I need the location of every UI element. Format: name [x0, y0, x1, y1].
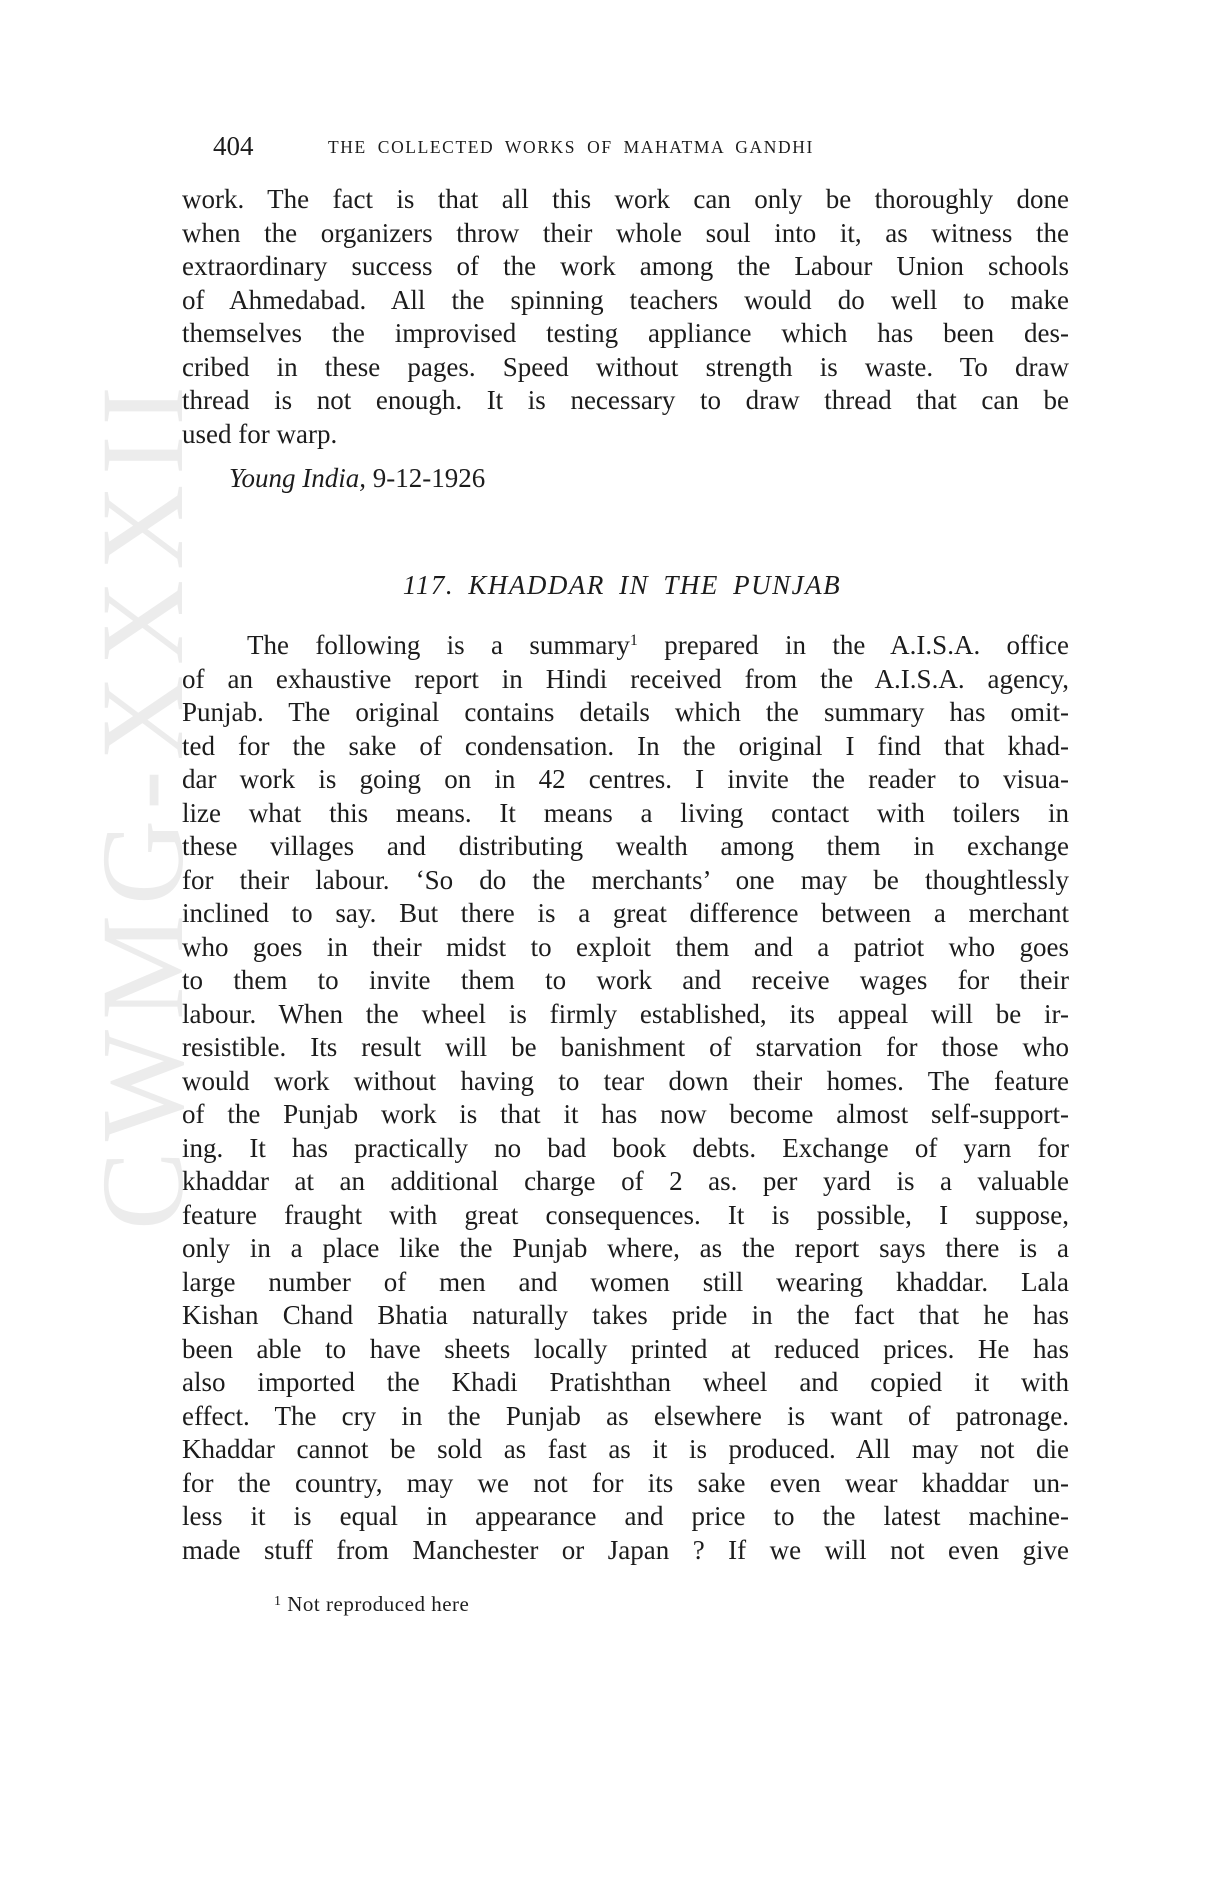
text-line: made stuff from Manchester or Japan ? If we will not even give [182, 1534, 1069, 1565]
text-line: lize what this means. It means a living contact with toilers in [182, 797, 1069, 828]
text-line: cribed in these pages. Speed without strength is waste. To draw [182, 351, 1069, 382]
text-line: labour. When the wheel is firmly established, its appeal will be ir- [182, 998, 1069, 1029]
text-line: themselves the improvised testing appliance which has been des- [182, 318, 1069, 348]
text-line: to them to invite them to work and receive wages for their [182, 965, 1069, 995]
text-line: who goes in their midst to exploit them and a patriot who goes [182, 931, 1069, 962]
text-line: used for warp. [182, 418, 338, 449]
text-line: effect. The cry in the Punjab as elsewhere is want of patronage. [182, 1400, 1069, 1431]
text-line: thread is not enough. It is necessary to draw thread that can be [182, 385, 1069, 415]
source-date: 9-12-1926 [372, 463, 486, 493]
text-line: extraordinary success of the work among the Labour Union schools [182, 251, 1069, 281]
text-line: these villages and distributing wealth among them in exchange [182, 831, 1069, 861]
text-fragment: The following is a summary [247, 630, 630, 660]
text-line: when the organizers throw their whole soul into it, as witness the [182, 217, 1069, 248]
text-line: resistible. Its result will be banishment of starvation for those who [182, 1032, 1069, 1062]
running-head: THE COLLECTED WORKS OF MAHATMA GANDHI [328, 137, 814, 157]
text-line: work. The fact is that all this work can only be thoroughly done [182, 184, 1069, 214]
text-line: of the Punjab work is that it has now become almost self-support- [182, 1099, 1069, 1129]
text-line: inclined to say. But there is a great difference between a merchant [182, 898, 1069, 928]
text-line: would work without having to tear down their homes. The feature [182, 1065, 1069, 1096]
footnote [274, 1592, 469, 1617]
text-line: Khaddar cannot be sold as fast as it is produced. All may not die [182, 1434, 1069, 1464]
text-line: dar work is going on in 42 centres. I invite the reader to visua- [182, 764, 1069, 794]
text-line: less it is equal in appearance and price to the latest machine- [182, 1501, 1069, 1531]
text-line [182, 629, 1069, 663]
text-line: of Ahmedabad. All the spinning teachers would do well to make [182, 284, 1069, 315]
text-line: been able to have sheets locally printed at reduced prices. He has [182, 1333, 1069, 1364]
footnote-marker: 1 [274, 1594, 282, 1609]
source-publication: Young India, [229, 463, 367, 493]
text-line: only in a place like the Punjab where, as the report says there is a [182, 1233, 1069, 1263]
text-line: Punjab. The original contains details which the summary has omit- [182, 697, 1069, 727]
text-line: feature fraught with great consequences. It is possible, I suppose, [182, 1199, 1069, 1230]
text-fragment: prepared in the A.I.S.A. office [637, 630, 1070, 660]
article-title: 117. KHADDAR IN THE PUNJAB [402, 570, 842, 600]
text-line: also imported the Khadi Pratishthan wheel and copied it with [182, 1367, 1069, 1397]
footnote-text: Not reproduced here [287, 1592, 470, 1616]
page-number: 404 [213, 131, 254, 161]
section-1-text [182, 183, 1069, 451]
footnote-ref[interactable]: 1 [629, 632, 638, 649]
text-line: Kishan Chand Bhatia naturally takes pride in the fact that he has [182, 1300, 1069, 1330]
text-line: of an exhaustive report in Hindi received from the A.I.S.A. agency, [182, 663, 1069, 694]
text-line: khaddar at an additional charge of 2 as. per yard is a valuable [182, 1166, 1069, 1196]
text-line: for the country, may we not for its sake even wear khaddar un- [182, 1467, 1069, 1498]
article-body [182, 629, 1069, 1567]
text-line: ing. It has practically no bad book debts. Exchange of yarn for [182, 1132, 1069, 1163]
text-line: for their labour. ‘So do the merchants’ one may be thoughtlessly [182, 864, 1069, 895]
text-line: large number of men and women still wearing khaddar. Lala [182, 1266, 1069, 1297]
watermark: CWMG-XXXII [77, 376, 208, 1230]
text-line: ted for the sake of condensation. In the original I find that khad- [182, 730, 1069, 761]
source-citation [229, 463, 485, 494]
